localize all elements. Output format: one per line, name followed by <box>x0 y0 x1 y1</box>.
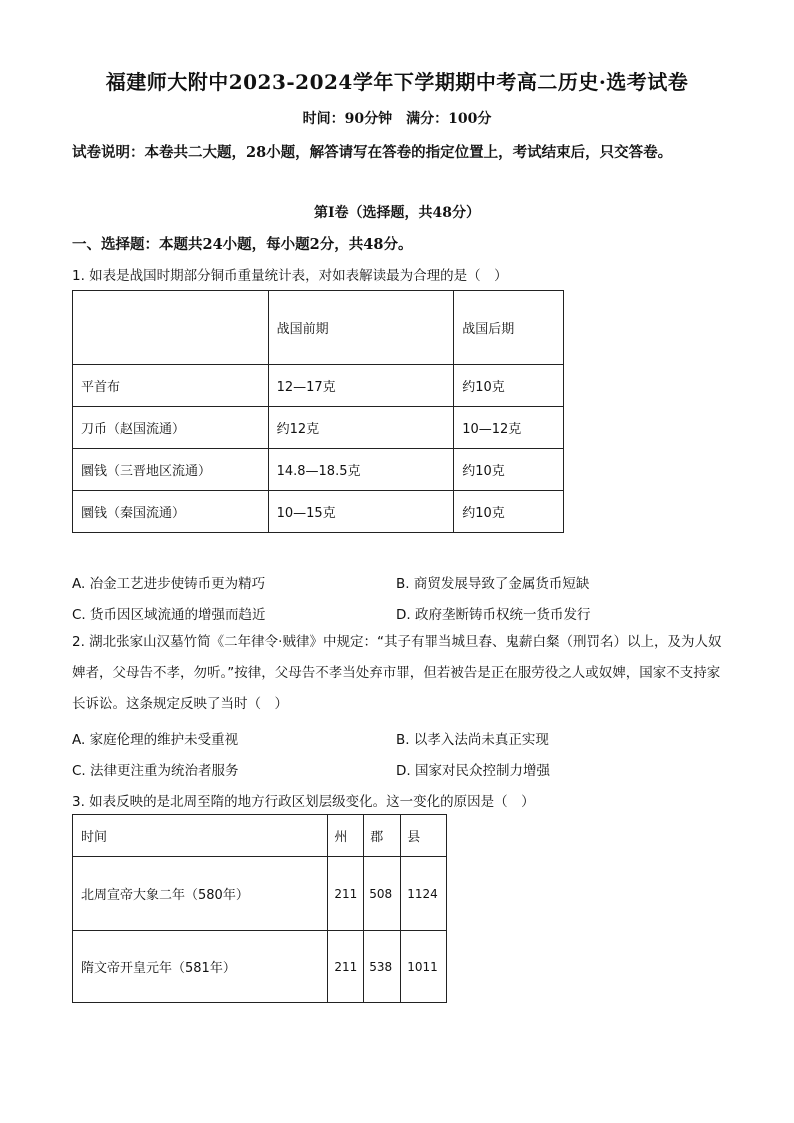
question-2-stem: 2. 湖北张家山汉墓竹简《二年律令·贼律》中规定：“其子有罪当城旦舂、鬼薪白粲（刑罚名）以上，及为人奴婢者，父母告不孝，勿听。”按律，父母告不孝当处弃市罪，但若被告是正在服劳役之人或奴婢，国家不支持家长诉讼。这条规定反映了当时（ ） <box>72 634 722 712</box>
table-row <box>73 407 564 449</box>
question-2-option-b: B. 以孝入法尚未真正实现 <box>396 732 549 748</box>
table-cell: 14.8—18.5克 <box>268 449 454 491</box>
table-cell: 北周宣帝大象二年（580年） <box>73 857 328 931</box>
table-cell: 约10克 <box>454 365 564 407</box>
table-cell: 10—12克 <box>454 407 564 449</box>
table-row <box>73 491 564 533</box>
exam-title: 福建师大附中2023-2024学年下学期期中考高二历史·选考试卷 <box>105 70 689 94</box>
table-cell: 约10克 <box>454 449 564 491</box>
question-2-option-a: A. 家庭伦理的维护未受重视 <box>72 732 239 748</box>
table-header-cell: 时间 <box>73 815 328 857</box>
table-cell: 圜钱（三晋地区流通） <box>73 449 269 491</box>
table-row <box>73 931 447 1003</box>
table-cell: 约12克 <box>268 407 454 449</box>
table-cell: 刀币（赵国流通） <box>73 407 269 449</box>
table-header-cell: 战国后期 <box>454 291 564 365</box>
table-cell: 隋文帝开皇元年（581年） <box>73 931 328 1003</box>
question-1-option-d: D. 政府垄断铸币权统一货币发行 <box>396 607 591 623</box>
table-row <box>73 857 447 931</box>
part-one-title: 第Ⅰ卷（选择题，共48分） <box>313 205 481 221</box>
question-3-stem: 3. 如表反映的是北周至隋的地方行政区划层级变化。这一变化的原因是（ ） <box>72 794 535 810</box>
table-cell: 平首布 <box>73 365 269 407</box>
question-1-stem: 1. 如表是战国时期部分铜币重量统计表，对如表解读最为合理的是（ ） <box>72 268 508 284</box>
question-2-option-d: D. 国家对民众控制力增强 <box>396 763 550 779</box>
table-cell: 12—17克 <box>268 365 454 407</box>
table-header-row <box>73 291 564 365</box>
table-cell: 10—15克 <box>268 491 454 533</box>
table-cell: 1124 <box>401 857 447 931</box>
table-cell: 538 <box>364 931 401 1003</box>
table-cell: 圜钱（秦国流通） <box>73 491 269 533</box>
table-header-cell: 州 <box>328 815 364 857</box>
table-row <box>73 449 564 491</box>
exam-instructions: 试卷说明：本卷共二大题，28小题，解答请写在答卷的指定位置上，考试结束后，只交答卷。 <box>72 144 673 161</box>
section-one-title: 一、选择题：本题共24小题，每小题2分，共48分。 <box>72 236 413 253</box>
table-cell: 211 <box>328 931 364 1003</box>
question-2-option-c: C. 法律更注重为统治者服务 <box>72 763 239 779</box>
table-header-cell: 郡 <box>364 815 401 857</box>
question-3-table <box>72 814 447 1003</box>
question-1-option-b: B. 商贸发展导致了金属货币短缺 <box>396 576 590 592</box>
question-1-option-c: C. 货币因区域流通的增强而趋近 <box>72 607 266 623</box>
table-cell: 508 <box>364 857 401 931</box>
table-cell: 211 <box>328 857 364 931</box>
question-1-option-a: A. 冶金工艺进步使铸币更为精巧 <box>72 576 266 592</box>
table-header-cell: 县 <box>401 815 447 857</box>
table-cell: 约10克 <box>454 491 564 533</box>
table-header-cell: 战国前期 <box>268 291 454 365</box>
exam-time-score: 时间：90分钟 满分：100分 <box>302 111 492 127</box>
table-row <box>73 365 564 407</box>
table-cell: 1011 <box>401 931 447 1003</box>
question-1-table <box>72 290 564 533</box>
table-header-cell <box>73 291 269 365</box>
table-header-row <box>73 815 447 857</box>
